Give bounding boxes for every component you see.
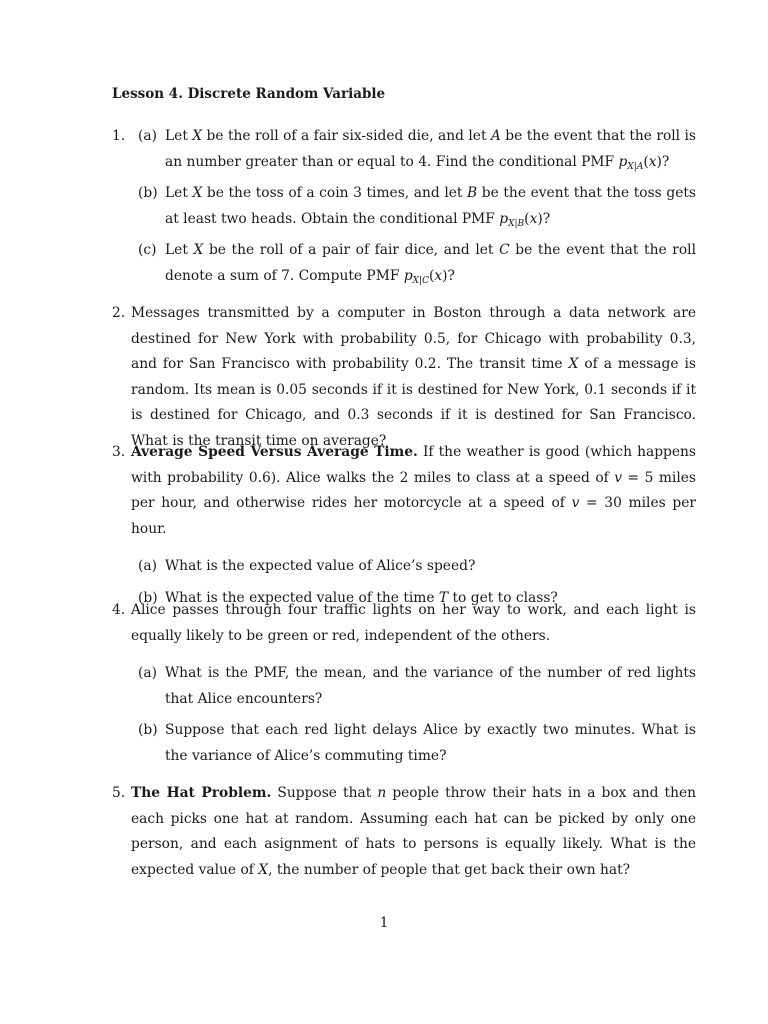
problem-5 bbox=[112, 781, 696, 883]
problem-5-text: The Hat Problem. Suppose that n people throw their hats in a box and then each picks one hat at random. Assuming each hat can be picked by only one person, and each asignment of hats to persons is equally likely. What is the expected value of X, the number of people that get back their own hat? bbox=[131, 785, 697, 878]
problem-number: 3. bbox=[112, 444, 126, 460]
problem-number: 4. bbox=[112, 602, 126, 618]
subpart-text: Let X be the toss of a coin 3 times, and let B be the event that the toss gets at least two heads. Obtain the conditional PMF $p_{X|B}(x)$? bbox=[165, 185, 696, 229]
subpart-text: Let X be the roll of a fair six-sided die, and let A be the event that the roll is an number greater than or equal to 4. Find the conditional PMF $p_{X|A}(x)$? bbox=[165, 128, 696, 172]
subpart-text: What is the expected value of the time T to get to class? bbox=[165, 589, 558, 606]
problem-1b bbox=[138, 181, 696, 232]
subpart-label: (b) bbox=[138, 185, 158, 201]
problem-3a bbox=[138, 554, 696, 580]
problem-2-text: Messages transmitted by a computer in Boston through a data network are destined for New York with probability 0.5, for Chicago with probability 0.3, and for San Francisco with probability 0.2. The transit time X of a message is random. Its mean is 0.05 seconds if it is destined for New York, 0.1 seconds if it is destined for Chicago, and 0.3 seconds if it is destined for San Francisco. What is the transit time on average? bbox=[131, 305, 696, 449]
problem-number: 2. bbox=[112, 305, 126, 321]
subpart-label: (a) bbox=[138, 665, 157, 681]
problem-3 bbox=[112, 440, 696, 611]
subpart-text: Suppose that each red light delays Alice by exactly two minutes. What is the variance of Alice’s commuting time? bbox=[165, 722, 696, 764]
lesson-title: Lesson 4. Discrete Random Variable bbox=[112, 86, 386, 102]
subpart-text: What is the expected value of Alice’s speed? bbox=[165, 558, 476, 574]
problem-1a bbox=[138, 124, 696, 175]
subpart-label: (b) bbox=[138, 589, 158, 606]
problem-3-text: Average Speed Versus Average Time. If the weather is good (which happens with probability 0.6). Alice walks the 2 miles to class at a speed of v = 5 miles per hour, and otherwise rides her motorcycle at a speed of v = 30 miles per hour. bbox=[131, 444, 696, 537]
problem-1c bbox=[138, 238, 696, 289]
problem-1 bbox=[112, 124, 696, 289]
page-number: 1 bbox=[379, 915, 389, 931]
problem-number: 5. bbox=[112, 785, 126, 801]
problem-2 bbox=[112, 301, 696, 454]
problem-4a bbox=[138, 661, 696, 712]
problem-4-text: Alice passes through four traffic lights on her way to work, and each light is equally likely to be green or red, independent of the others. bbox=[131, 602, 696, 644]
subpart-label: (a) bbox=[138, 128, 157, 144]
problem-4 bbox=[112, 598, 696, 769]
problem-number: 1. bbox=[112, 128, 126, 144]
subpart-label: (c) bbox=[138, 242, 157, 258]
problem-4b bbox=[138, 718, 696, 769]
problem-1-body bbox=[131, 124, 696, 289]
subpart-label: (b) bbox=[138, 722, 158, 738]
subpart-text: What is the PMF, the mean, and the variance of the number of red lights that Alice encounters? bbox=[165, 665, 696, 707]
subpart-text: Let X be the roll of a pair of fair dice, and let C be the event that the roll denote a sum of 7. Compute PMF $p_{X|C}(x)$? bbox=[165, 242, 696, 286]
subpart-label: (a) bbox=[138, 558, 157, 574]
